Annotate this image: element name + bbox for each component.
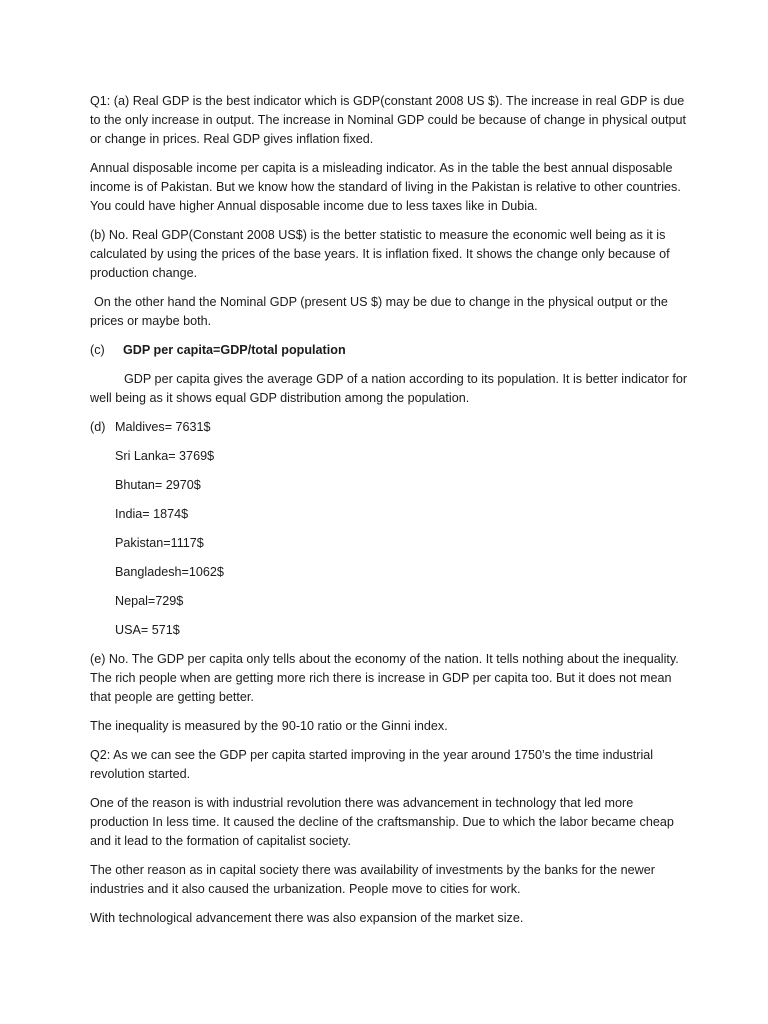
- q1-c-label: (c): [90, 343, 105, 357]
- q2-paragraph-4: With technological advancement there was also expansion of the market size.: [90, 911, 524, 925]
- q1-d-label: (d): [90, 420, 106, 434]
- q1-a-paragraph: Q1: (a) Real GDP is the best indicator which is GDP(constant 2008 US $). The increase in real GDP is due to the only increase in output. The increase in Nominal GDP could be because of change in physical output or change in prices. Real GDP gives inflation fixed.: [90, 94, 687, 146]
- q1-d-list: [90, 418, 690, 640]
- list-item-text: Maldives= 7631$: [115, 420, 211, 434]
- list-item: [90, 418, 690, 437]
- list-item: Pakistan=1117$: [115, 536, 204, 550]
- document-page: [90, 92, 690, 938]
- list-item: USA= 571$: [115, 623, 180, 637]
- q2-paragraph-3: The other reason as in capital society there was availability of investments by the banks for the newer industries and it also caused the urbanization. People move to cities for work.: [90, 863, 655, 896]
- q1-c-paragraph: GDP per capita gives the average GDP of a nation according to its population. It is better indicator for well being as it shows equal GDP distribution among the population.: [90, 372, 688, 405]
- q2-paragraph-1: Q2: As we can see the GDP per capita started improving in the year around 1750’s the time industrial revolution started.: [90, 748, 654, 781]
- list-item: Sri Lanka= 3769$: [115, 449, 215, 463]
- q1-b-paragraph: (b) No. Real GDP(Constant 2008 US$) is the better statistic to measure the economic well being as it is calculated by using the prices of the base years. It is inflation fixed. It shows the change only because of production change.: [90, 228, 670, 280]
- q2-paragraph-2: One of the reason is with industrial revolution there was advancement in technology that led more production In less time. It caused the decline of the craftsmanship. Due to which the labor became cheap and it lead to the formation of capitalist society.: [90, 796, 674, 848]
- q1-a-paragraph-2: Annual disposable income per capita is a misleading indicator. As in the table the best annual disposable income is of Pakistan. But we know how the standard of living in the Pakistan is relative to other countries. You could have higher Annual disposable income due to less taxes like in Dubia.: [90, 161, 681, 213]
- list-item: Nepal=729$: [115, 594, 184, 608]
- list-item: Bangladesh=1062$: [115, 565, 224, 579]
- q1-c-heading: GDP per capita=GDP/total population: [123, 343, 346, 357]
- q1-e-paragraph-2: The inequality is measured by the 90-10 ratio or the Ginni index.: [90, 719, 448, 733]
- q1-c-row: [90, 341, 690, 360]
- q1-b-paragraph-2: On the other hand the Nominal GDP (present US $) may be due to change in the physical output or the prices or maybe both.: [90, 295, 668, 328]
- list-item: Bhutan= 2970$: [115, 478, 201, 492]
- q1-e-paragraph: (e) No. The GDP per capita only tells about the economy of the nation. It tells nothing about the inequality. The rich people when are getting more rich there is increase in GDP per capita too. But it does not mean that people are getting better.: [90, 652, 679, 704]
- list-item: India= 1874$: [115, 507, 189, 521]
